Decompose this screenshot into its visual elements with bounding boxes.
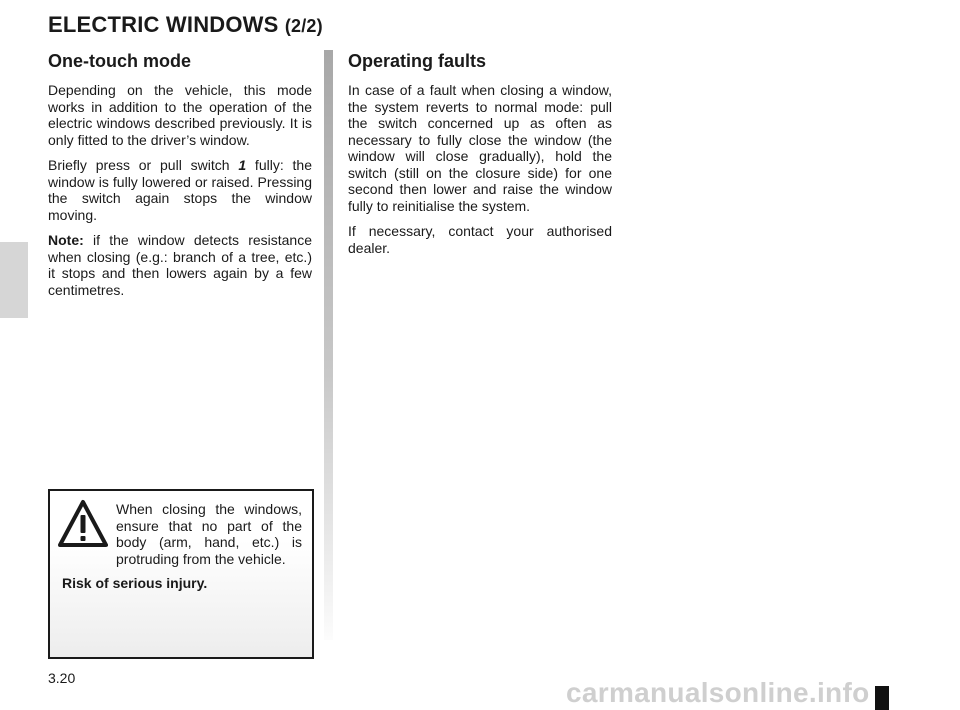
page-number: 3.20	[48, 670, 76, 686]
page-title-part: (2/2)	[284, 16, 323, 36]
one-touch-heading: One-touch mode	[48, 51, 191, 71]
dealer-paragraph: If necessary, contact your authorised dealer.	[348, 223, 612, 256]
warning-triangle-icon	[58, 499, 108, 549]
left-column	[48, 50, 312, 307]
switch-paragraph	[48, 157, 312, 223]
page-title-text: ELECTRIC WINDOWS	[48, 12, 279, 37]
fault-paragraph: In case of a fault when closing a window, the system reverts to normal mode: pull the switch concerned up as often as necessary to fully close the window (the window will close gradually), hold the switch (still on the closure side) for one second then lower and raise the window fully to reinitialise the system.	[348, 82, 612, 214]
note-text: if the window detects resistance when closing (e.g.: branch of a tree, etc.) it stops and then lowers again by a few centimetres.	[48, 232, 312, 298]
watermark: carmanualsonline.info	[566, 677, 870, 708]
column-divider	[324, 50, 333, 640]
warning-text: When closing the windows, ensure that no part of the body (arm, hand, etc.) is protruding from the vehicle.	[116, 501, 302, 567]
note-paragraph	[48, 232, 312, 298]
page-title	[48, 12, 323, 38]
switch-reference: 1	[238, 157, 247, 173]
corner-mark	[875, 686, 889, 710]
one-touch-paragraph: Depending on the vehicle, this mode works in addition to the operation of the electric windows described previously. It is only fitted to the driver’s window.	[48, 82, 312, 148]
right-column	[348, 50, 612, 265]
chapter-tab	[0, 242, 28, 318]
warning-emphasis: Risk of serious injury.	[62, 575, 208, 591]
note-label: Note:	[48, 232, 84, 248]
warning-box	[48, 489, 314, 659]
operating-faults-heading: Operating faults	[348, 51, 487, 71]
switch-text-start: Briefly press or pull switch	[48, 157, 239, 173]
switch-text-end: fully: the window is fully lowered or raised. Pressing the switch again stops the window moving.	[48, 157, 312, 223]
